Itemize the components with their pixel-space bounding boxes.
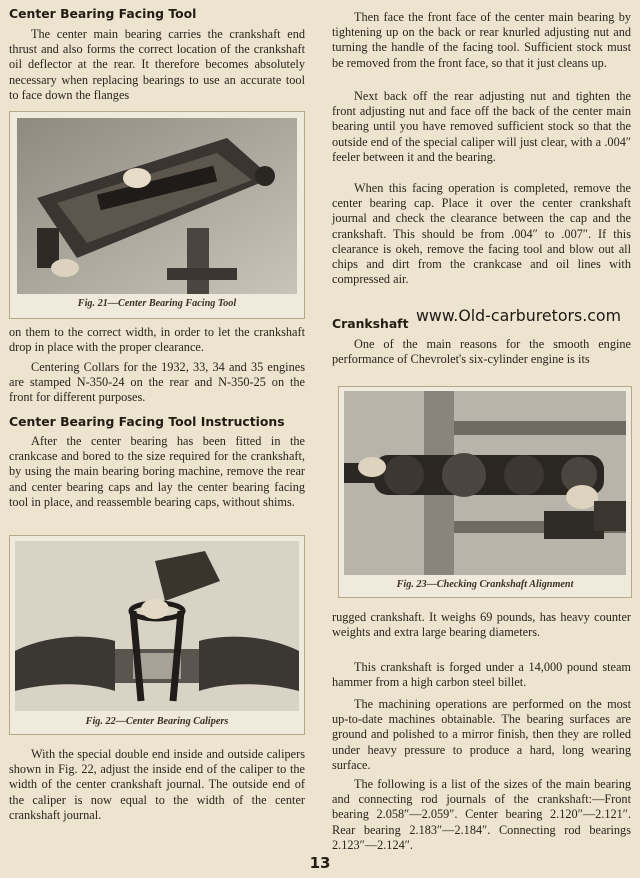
fig23-caption: Fig. 23—Checking Crankshaft Alignment <box>396 579 574 590</box>
paragraph-intro-continued: on them to the correct width, in order to let the crankshaft drop in place with the proper clearance. <box>9 325 305 355</box>
paragraph-back-off-nut: Next back off the rear adjusting nut and tighten the front adjusting nut and face off the back of the center main bearing until you have removed sufficient stock so that the outside end of the special caliper will just clear, with a .004″ feeler between it and the bearing. <box>332 89 631 164</box>
paragraph-instructions: After the center bearing has been fitted in the crankcase and bored to the size required for the crankshaft, by using the main bearing boring machine, remove the rear and center bearing caps and lay the center bearing facing tool in place, and reassemble bearing caps, without shims. <box>9 434 305 509</box>
fig21-caption: Fig. 21—Center Bearing Facing Tool <box>77 298 237 309</box>
paragraph-forged: This crankshaft is forged under a 14,000 pound steam hammer from a high carbon steel billet. <box>332 660 631 690</box>
paragraph-special-calipers: With the special double end inside and outside calipers shown in Fig. 22, adjust the inside end of the caliper to the width of the center crankshaft journal. The outside end of the caliper is now equal to the width of the center crankshaft journal. <box>9 747 305 822</box>
section-heading-crankshaft: Crankshaft <box>332 316 409 331</box>
paragraph-face-front: Then face the front face of the center main bearing by tightening up on the back or rear knurled adjusting nut and turning the handle of the facing tool. Sufficient stock must be removed from the front face, so that it just cleans up. <box>332 10 631 70</box>
section-heading-tool-instructions: Center Bearing Facing Tool Instructions <box>9 414 285 429</box>
fig21-photo-facing-tool <box>17 118 297 294</box>
watermark-url: www.Old-carburetors.com <box>416 306 621 325</box>
paragraph-journal-sizes: The following is a list of the sizes of the main bearing and connecting rod journals of the crankshaft:—Front bearing 2.058″—2.059″. Center bearing 2.120″—2.121″. Rear bearing 2.183″—2.184″. Connecting rod bearings 2.123″—2.124″. <box>332 777 631 852</box>
fig23-photo-crankshaft-alignment <box>344 391 626 575</box>
fig22-photo-calipers <box>15 541 299 711</box>
paragraph-rugged-crankshaft: rugged crankshaft. It weighs 69 pounds, has heavy counter weights and extra large bearing diameters. <box>332 610 631 640</box>
paragraph-center-bearing-intro: The center main bearing carries the crankshaft end thrust and also forms the correct location of the crankshaft oil deflector at the rear. It therefore becomes absolutely necessary when replacing bearings to use an accurate tool to face down the flanges <box>9 27 305 102</box>
paragraph-machining: The machining operations are performed on the most up-to-date machines obtainable. The bearing surfaces are ground and polished to a mirror finish, then they are rolled under heavy pressure to produce a hard, long wearing surface. <box>332 697 631 772</box>
paragraph-facing-completed: When this facing operation is completed, remove the center bearing cap. Place it over the center crankshaft journal and check the clearance between the cap and the crankshaft. This should be from .004″ to .007″. If this clearance is okeh, remove the facing tool and blow out all chips and dirt from the crankcase and oil lines with compressed air. <box>332 181 631 287</box>
figure-22 <box>9 535 305 735</box>
paragraph-crankshaft-intro: One of the main reasons for the smooth engine performance of Chevrolet's six-cylinder engine is its <box>332 337 631 367</box>
section-heading-facing-tool: Center Bearing Facing Tool <box>9 6 197 21</box>
paragraph-centering-collars: Centering Collars for the 1932, 33, 34 and 35 engines are stamped N-350-24 on the rear and N-350-25 on the front for different purposes. <box>9 360 305 405</box>
fig22-caption: Fig. 22—Center Bearing Calipers <box>85 716 229 727</box>
page-number: 13 <box>309 854 331 872</box>
figure-23 <box>338 386 632 598</box>
figure-21 <box>9 111 305 319</box>
